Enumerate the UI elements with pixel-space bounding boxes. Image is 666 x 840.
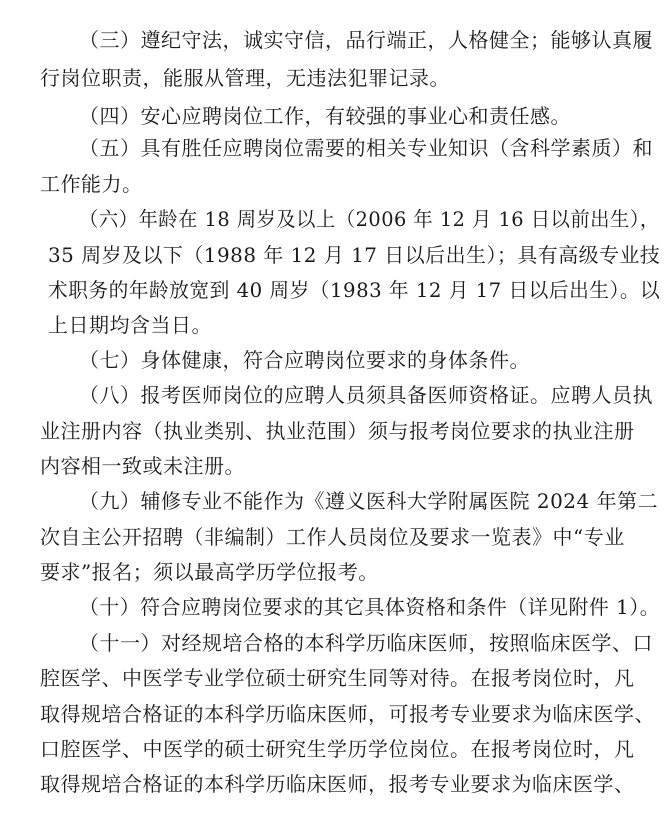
text-line: （四）安心应聘岗位工作，有较强的事业心和责任感。	[79, 104, 571, 128]
text-line: （九）辅修专业不能作为《遵义医科大学附属医院 2024 年第二	[79, 489, 659, 513]
text-line: 术职务的年龄放宽到 40 周岁（1983 年 12 月 17 日以后出生）。以	[48, 278, 661, 302]
text-line: （八）报考医师岗位的应聘人员须具备医师资格证。应聘人员执	[79, 383, 653, 407]
text-line: 业注册内容（执业类别、执业范围）须与报考岗位要求的执业注册	[40, 419, 635, 443]
text-line: 口腔医学、中医学的硕士研究生学历学位岗位。在报考岗位时，凡	[40, 737, 635, 761]
text-line: （六）年龄在 18 周岁及以上（2006 年 12 月 16 日以前出生），	[79, 207, 660, 231]
text-line: 工作能力。	[40, 172, 143, 196]
text-line: 行岗位职责，能服从管理，无违法犯罪记录。	[40, 66, 450, 90]
text-line: （三）遵纪守法，诚实守信，品行端正，人格健全；能够认真履	[79, 28, 653, 52]
text-line: 腔医学、中医学专业学位硕士研究生同等对待。在报考岗位时，凡	[40, 666, 635, 690]
text-line: 次自主公开招聘（非编制）工作人员岗位及要求一览表》中“专业	[40, 525, 625, 549]
text-line: （十一）对经规培合格的本科学历临床医师，按照临床医学、口	[79, 631, 653, 655]
text-line: 上日期均含当日。	[48, 313, 212, 337]
text-line: 35 周岁及以下（1988 年 12 月 17 日以后出生）；具有高级专业技	[48, 243, 661, 267]
text-line: （七）身体健康，符合应聘岗位要求的身体条件。	[79, 348, 530, 372]
text-line: 内容相一致或未注册。	[40, 454, 245, 478]
text-line: （十）符合应聘岗位要求的其它具体资格和条件（详见附件 1）。	[79, 595, 661, 619]
text-line: 要求”报名；须以最高学历学位报考。	[40, 560, 379, 584]
text-line: 取得规培合格证的本科学历临床医师，可报考专业要求为临床医学、	[40, 702, 655, 726]
text-line: 取得规培合格证的本科学历临床医师，报考专业要求为临床医学、	[40, 772, 635, 796]
text-line: （五）具有胜任应聘岗位需要的相关专业知识（含科学素质）和	[79, 136, 653, 160]
